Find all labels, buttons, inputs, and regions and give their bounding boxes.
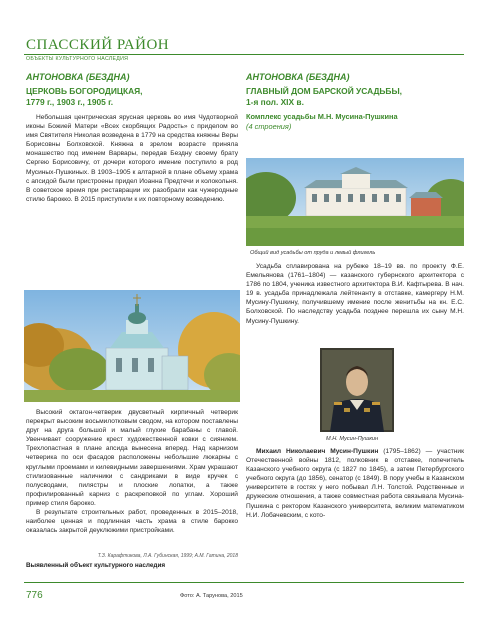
- page-subtitle: ОБЪЕКТЫ КУЛЬТУРНОГО НАСЛЕДИЯ: [26, 56, 129, 62]
- person-bio: (1795–1862) — участник Отечественной войны 1812, полковник в отставке, попечитель Казанского учебного округа (с 1827 по 1845), а затем Петербургского учебного округа (до 1856), сенатор (с 1849). В пору учебы в Казанском университете в гостях у него побывал Л.Н. Толстой. Родственные и дружеские отношения, а также совместная работа связывала Мусина-Пушкина с ректором Казанского университета, великим математиком Н.И. Лобачевским, с кото-: [246, 448, 464, 519]
- left-paragraph-1: Небольшая центрическая ярусная церковь во имя Чудотворной иконы Божией Матери «Всех скорбящих Радость» с приделом во имя Святителя Николая возведена в 1779 на средства княжны Веры Борисовны Болховской. Княжна в зрелом возрасте приняла монашество под именем Варвары, передав Бездну своему брату Сергею Борисовичу, от дочери которого имение поступило в род Мусиных-Пушкиных. В 1903–1905 к алтарной в плане объему храма с апсидой были пристроены придел Иоанна Предтечи и колокольня. В советское время при реставрации их разобрали как чужеродные стилю барокко. В 2015 приступили к их повторному возведению.: [26, 114, 238, 203]
- estate-photo-caption: Общий вид усадьбы от пруда и левый флигель: [250, 250, 376, 256]
- right-location: АНТОНОВКА (БЕЗДНА): [246, 72, 350, 82]
- page-title: СПАССКИЙ РАЙОН: [26, 37, 170, 53]
- left-paragraph-2: Высокий октагон-четверик двусветный кирпичный четверик перекрыт высоким восьмилотковым сводом, на котором поставлены друг на друга большой и малый глухие барабаны с главой. Увенчивает сооружение крест художественной ковки с сиянием. Трехлопастная в плане апсида вынесена вперед. Над карнизом четверика по оси фасадов расположены небольшие люкарны с круглыми проемами и килевидными завершениями. Храм украшают стилизованные наличники с сандриками в виде кручек с полусводами, пилястры и плоские лопатки, а также профилированный карниз с раскреповкой по углам. Хороший пример стиля барокко.: [26, 409, 238, 507]
- estate-complex-subtitle: (4 строения): [246, 122, 292, 131]
- left-source-note: Т.З. Карафтикова, Л.А. Губинская, 1999; А.М. Гатина, 2018: [97, 553, 238, 559]
- person-name: Михаил Николаевич Мусин-Пушкин: [256, 448, 379, 455]
- left-object-dates: 1779 г., 1903 г., 1905 г.: [26, 97, 114, 107]
- footer-divider: [24, 582, 464, 583]
- page-number: 776: [26, 590, 43, 601]
- portrait-caption: М.Н. Мусин-Пушкин: [326, 436, 379, 442]
- photo-credit: Фото: А. Тарунова, 2015: [180, 593, 243, 599]
- estate-complex-title: Комплекс усадьбы М.Н. Мусина-Пушкина: [246, 112, 398, 121]
- church-photo: [24, 290, 240, 402]
- portrait-photo: [320, 348, 394, 432]
- right-paragraph-1: Усадьба сплавирована на рубеже 18–19 вв. по проекту Ф.Е. Емельянова (1761–1804) — казанского губернского архитектора с 1786 по 1804, ученика известного архитектора В.И. Кафтырева. В нач. 19 в. усадьба принадлежала лейтенанту в отставке, камергеру Н.М. Мусину-Пушкину, получившему имение после женитьбы на кн. Е.С. Болховской. По наследству усадьба позднее перешла их сыну М.Н. Мусину-Пушкину.: [246, 263, 464, 325]
- right-mid-text: [246, 262, 464, 326]
- estate-image: [246, 158, 464, 246]
- right-object-name: ГЛАВНЫЙ ДОМ БАРСКОЙ УСАДЬБЫ,: [246, 86, 402, 96]
- church-image: [24, 290, 240, 402]
- left-column: [26, 72, 238, 204]
- portrait-image: [320, 348, 394, 432]
- right-object-dates: 1-я пол. XIX в.: [246, 97, 304, 107]
- estate-photo: [246, 158, 464, 246]
- right-column: [246, 72, 458, 132]
- left-paragraph-3: В результате строительных работ, проведенных в 2015–2018, наиболее ценная и подлинная часть храма в стиле барокко оказалась закрытой деуклюжими пристройками.: [26, 509, 238, 535]
- heritage-status: Выявленный объект культурного наследия: [26, 562, 166, 569]
- right-paragraph-2: [246, 447, 464, 520]
- right-lower-text: [246, 447, 464, 520]
- left-object-name: ЦЕРКОВЬ БОГОРОДИЦКАЯ,: [26, 86, 143, 96]
- left-location: АНТОНОВКА (БЕЗДНА): [26, 72, 130, 82]
- left-lower-text: [26, 408, 238, 535]
- header-divider: [24, 54, 464, 55]
